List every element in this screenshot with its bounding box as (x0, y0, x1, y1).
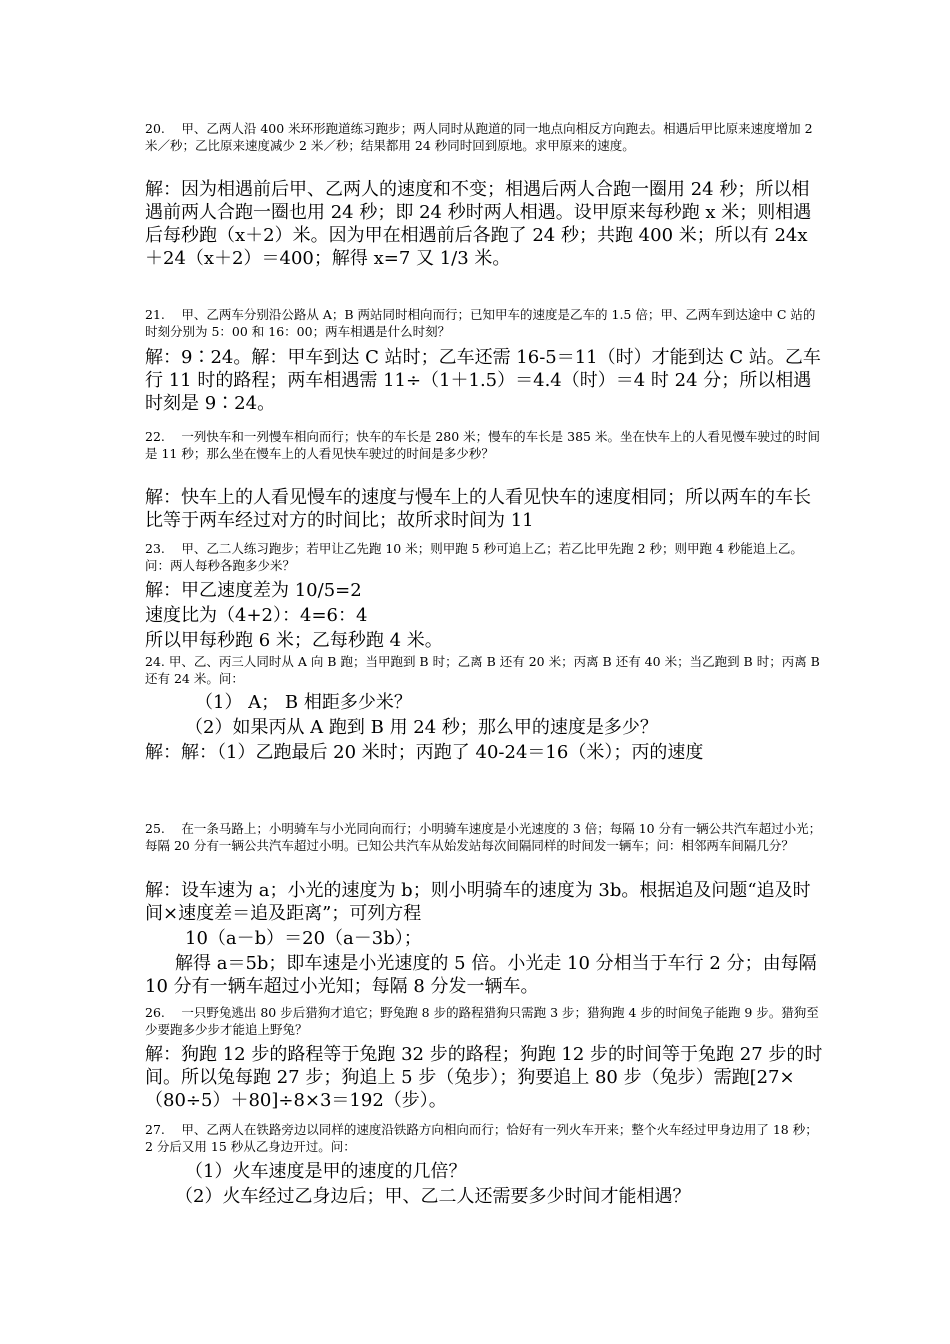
answer-25-line1: 解：设车速为 a；小光的速度为 b；则小明骑车的速度为 3b。根据追及问题“追及时间×速度差＝追及距离”；可列方程 (145, 880, 811, 924)
answer-23-line3: 所以甲每秒跑 6 米；乙每秒跑 4 米。 (145, 630, 443, 651)
question-22: 22. 一列快车和一列慢车相向而行；快车的车长是 280 米；慢车的车长是 385 米。坐在快车上的人看见慢车驶过的时间是 11 秒；那么坐在慢车上的人看见快车驶过的时间是多少秒？ (145, 429, 820, 461)
question-21: 21. 甲、乙两车分别沿公路从 A；B 两站同时相向而行；已知甲车的速度是乙车的 1.5 倍；甲、乙两车到达途中 C 站的时刻分别为 5：00 和 16：00；两车相遇是什么时刻？ (145, 307, 816, 339)
question-20: 20. 甲、乙两人沿 400 米环形跑道练习跑步；两人同时从跑道的同一地点向相反方向跑去。相遇后甲比原来速度增加 2 米／秒；乙比原来速度减少 2 米／秒；结果都用 24 秒同时回到原地。求甲原来的速度。 (145, 121, 817, 153)
question-24: 24. 甲、乙、丙三人同时从 A 向 B 跑；当甲跑到 B 时；乙离 B 还有 20 米；丙离 B 还有 40 米；当乙跑到 B 时；丙离 B 还有 24 米。问： (145, 654, 824, 686)
question-24-sub2: （2）如果丙从 A 跑到 B 用 24 秒；那么甲的速度是多少？ (185, 717, 658, 738)
question-24-sub1: （1） A； B 相距多少米？ (195, 692, 412, 713)
question-27: 27. 甲、乙两人在铁路旁边以同样的速度沿铁路方向相向而行；恰好有一列火车开来；整个火车经过甲身边用了 18 秒；2 分后又用 15 秒从乙身边开过。问： (145, 1122, 818, 1154)
question-25: 25. 在一条马路上；小明骑车与小光同向而行；小明骑车速度是小光速度的 3 倍；每隔 10 分有一辆公共汽车超过小光；每隔 20 分有一辆公共汽车超过小明。已知公共汽车从始发站每次间隔同样的时间发一辆车；问：相邻两车间隔几分？ (145, 821, 822, 853)
answer-23-line2: 速度比为（4+2）：4=6：4 (145, 605, 368, 626)
answer-25-line2: 10（a－b）＝20（a－3b）； (185, 928, 422, 949)
answer-25-line3: 解得 a＝5b；即车速是小光速度的 5 倍。小光走 10 分相当于车行 2 分；由每隔 10 分有一辆车超过小光知；每隔 8 分发一辆车。 (145, 953, 823, 997)
answer-20: 解：因为相遇前后甲、乙两人的速度和不变；相遇后两人合跑一圈用 24 秒；所以相遇前两人合跑一圈也用 24 秒；即 24 秒时两人相遇。设甲原来每秒跑 x 米；则相遇后每秒跑（x＋2）米。因为甲在相遇前后各跑了 24 秒；共跑 400 米；所以有 24x＋24（x＋2）＝400；解得 x=7 又 1/3 米。 (145, 179, 812, 269)
answer-26: 解：狗跑 12 步的路程等于兔跑 32 步的路程；狗跑 12 步的时间等于兔跑 27 步的时间。所以兔每跑 27 步；狗追上 5 步（兔步）；狗要追上 80 步（兔步）需跑[27×（80÷5）＋80]÷8×3＝192（步）。 (145, 1044, 823, 1111)
question-27-sub1: （1）火车速度是甲的速度的几倍？ (185, 1161, 467, 1182)
question-27-sub2: （2）火车经过乙身边后；甲、乙二人还需要多少时间才能相遇？ (175, 1186, 691, 1207)
answer-21: 解：9∶24。解：甲车到达 C 站时；乙车还需 16-5＝11（时）才能到达 C 站。乙车行 11 时的路程；两车相遇需 11÷（1＋1.5）＝4.4（时）＝4 时 24 分；所以相遇时刻是 9∶24。 (145, 347, 821, 414)
answer-22: 解：快车上的人看见慢车的速度与慢车上的人看见快车的速度相同；所以两车的车长比等于两车经过对方的时间比；故所求时间为 11 (145, 487, 811, 531)
answer-23-line1: 解：甲乙速度差为 10/5=2 (145, 580, 362, 601)
answer-24: 解：解：（1）乙跑最后 20 米时；丙跑了 40-24＝16（米）；丙的速度 (145, 742, 704, 763)
question-23: 23. 甲、乙二人练习跑步；若甲让乙先跑 10 米；则甲跑 5 秒可追上乙；若乙比甲先跑 2 秒；则甲跑 4 秒能追上乙。问：两人每秒各跑多少米？ (145, 541, 803, 573)
question-26: 26. 一只野兔逃出 80 步后猎狗才追它；野兔跑 8 步的路程猎狗只需跑 3 步；猎狗跑 4 步的时间兔子能跑 9 步。猎狗至少要跑多少步才能追上野兔？ (145, 1005, 819, 1037)
